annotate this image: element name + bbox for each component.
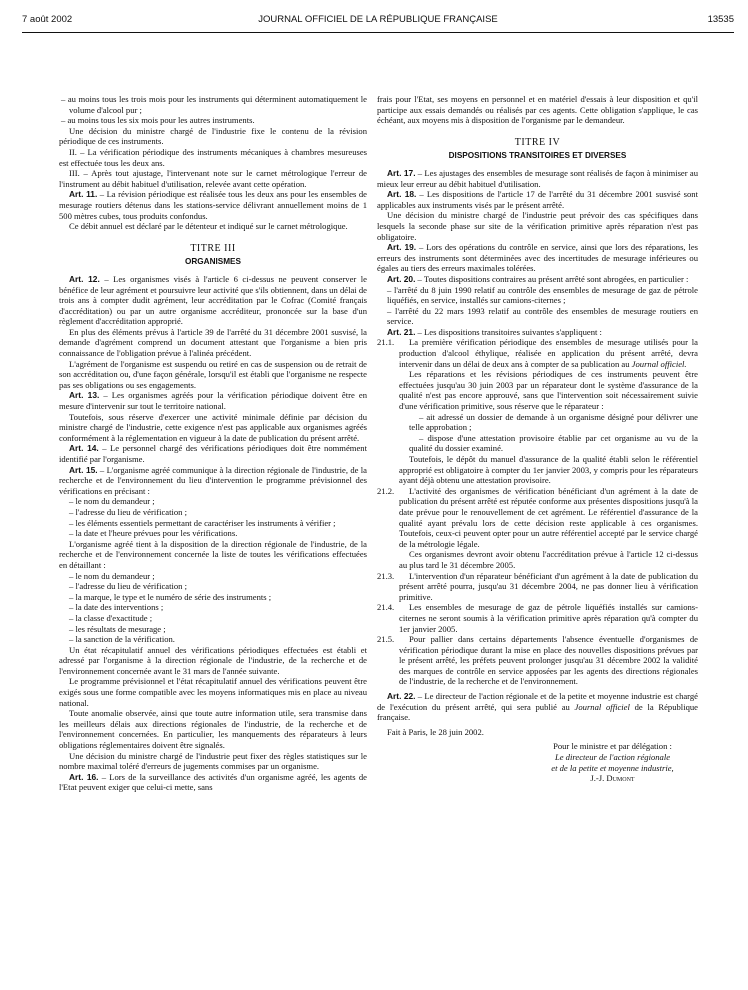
article-text: – La révision périodique est réalisée tous les deux ans pour les ensembles de mesurage routiers détenus dans les stations-service délivrant annuellement moins de 1 500 mètres cubes, tous produits confondus.: [59, 189, 367, 221]
article-14: [59, 443, 367, 464]
page-header: [22, 14, 734, 30]
article-text: de la République française.: [377, 701, 698, 723]
article-text: – Lors de la surveillance des activités d'un organisme agréé, les agents de l'Etat peuvent exiger que celui-ci mette, sans: [59, 771, 367, 793]
article-heading: Art. 18.: [387, 189, 417, 200]
journal-officiel-ref: Journal officiel.: [631, 358, 687, 369]
list-item: – au moins tous les six mois pour les autres instruments.: [61, 115, 255, 126]
signature-date: Fait à Paris, le 28 juin 2002.: [387, 726, 484, 737]
article-13: [59, 390, 367, 411]
list-item: – la classe d'exactitude ;: [69, 612, 153, 623]
article-heading: Art. 11.: [69, 189, 98, 200]
article-heading: Art. 13.: [69, 390, 100, 401]
paragraph: L'organisme agréé tient à la disposition de la direction régionale de l'industrie, de la recherche et de l'environnement concernée la liste de toutes les vérifications effectuées en détaillant :: [59, 538, 367, 570]
paragraph: L'activité des organismes de vérification bénéficiant d'un agrément à la date de publication du présent arrêté est réputée conforme aux présentes dispositions jusqu'à la date prévue pour le renouvellement de cet agrément. Le référentiel d'assurance de la qualité ayant prévalu lors de cette décision reste applicable à ces organismes. Toutefois, ceux-ci peuvent opter pour un autre référentiel accepté par le service chargé de la métrologie légale.: [399, 485, 698, 549]
article-22: [377, 691, 698, 723]
paragraph-text: La première vérification périodique des ensembles de mesurage utilisés pour la production d'alcool éthylique, réalisée en application du présent arrêté, devra intervenir dans un délai de deux ans à compter de sa publication au: [399, 337, 698, 369]
paragraph: Une décision du ministre chargé de l'industrie fixe le contenu de la révision périodique de ces instruments.: [59, 125, 367, 147]
left-column: [59, 94, 367, 793]
section-21-2: [377, 486, 698, 571]
signature-line: Pour le ministre et par délégation :: [553, 741, 672, 752]
header-date: 7 août 2002: [22, 14, 73, 25]
section-number: 21.5.: [377, 634, 395, 645]
article-text: – Le directeur de l'action régionale et de la petite et moyenne industrie est chargé de l'exécution du présent arrêté, qui sera publié au: [377, 691, 698, 712]
article-11: [59, 189, 367, 221]
article-16: [59, 772, 367, 793]
paragraph: frais pour l'Etat, ses moyens en personnel et en matériel d'essais à leur disposition et qu'il participe aux essais demandés ou réalisés par ces agents. Cette obligation s'applique, le cas échéant, aux moyens mis à disposition de l'organisme par le demandeur.: [377, 94, 698, 126]
article-15: [59, 465, 367, 497]
article-heading: Art. 22.: [387, 691, 416, 702]
section-21-1: [377, 337, 698, 485]
article-text: – Les organismes agréés pour la vérification périodique doivent être en mesure d'intervenir sur tout le territoire national.: [59, 390, 367, 412]
titre-iv-heading: TITRE IV: [514, 136, 561, 148]
signature-line: Le directeur de l'action régionale: [554, 752, 671, 763]
paragraph: [399, 337, 698, 369]
page-number: 13535: [707, 14, 734, 25]
section-21-4: [377, 602, 698, 634]
article-text: – Les dispositions de l'article 17 de l'arrêté du 31 décembre 2001 susvisé sont applicables aux instruments visés par le présent arrêté.: [377, 189, 698, 210]
article-20: [377, 274, 698, 285]
list-item: – l'adresse du lieu de vérification ;: [69, 506, 188, 517]
list-item: – la sanction de la vérification.: [69, 634, 175, 645]
article-heading: Art. 20.: [387, 273, 416, 284]
list-item: – les éléments essentiels permettant de caractériser les instruments à vérifier ;: [69, 517, 336, 528]
section-number: 21.3.: [377, 570, 395, 581]
list-item: – l'arrêté du 8 juin 1990 relatif au contrôle des ensembles de mesurage de gaz de pétrole liquéfiés, en service, installés sur camions-citernes ;: [387, 284, 698, 306]
section-number: 21.2.: [377, 485, 395, 496]
list-item: – les résultats de mesurage ;: [69, 623, 166, 634]
paragraph: Les ensembles de mesurage de gaz de pétrole liquéfiés installés sur camions-citernes ne seront soumis à la vérification primitive après réparation qu'à compter du 1er janvier 2005.: [399, 602, 698, 634]
section-21-3: [377, 571, 698, 603]
journal-officiel-ref: Journal officiel: [574, 701, 630, 712]
paragraph: Une décision du ministre chargé de l'industrie peut prévoir des cas spécifiques dans lesquels la seconde phase sur site de la vérification primitive après réparation n'est pas obligatoire.: [377, 210, 698, 242]
article-heading: Art. 19.: [387, 242, 417, 253]
article-12: [59, 274, 367, 327]
article-heading: Art. 17.: [387, 167, 416, 178]
list-item: – ait adressé un dossier de demande à un organisme désigné pour délivrer une telle approbation ;: [409, 411, 698, 433]
list-item: – dispose d'une attestation provisoire établie par cet organisme au vu de la qualité du dossier examiné.: [409, 432, 698, 454]
paragraph: Ces organismes devront avoir obtenu l'accréditation prévue à l'article 12 ci-dessus au plus tard le 31 décembre 2005.: [399, 549, 698, 570]
article-heading: Art. 15.: [69, 464, 98, 475]
article-heading: Art. 16.: [69, 771, 99, 782]
paragraph: L'intervention d'un réparateur bénéficiant d'un agrément à la date de publication du présent arrêté pourra, jusqu'au 31 décembre 2004, ne pas donner lieu à vérification primitive.: [399, 570, 698, 602]
list-item: – le nom du demandeur ;: [69, 496, 155, 507]
paragraph: En plus des éléments prévus à l'article 39 de l'arrêté du 31 décembre 2001 susvisé, la demande d'agrément comprend un document attestant que l'organisme a bien pris connaissance de l'obligation prévue à l'alinéa précédent.: [59, 326, 367, 359]
article-19: [377, 242, 698, 274]
article-text: – Les dispositions transitoires suivantes s'appliquent :: [415, 326, 602, 337]
list-item: – la marque, le type et le numéro de série des instruments ;: [69, 591, 272, 602]
signatory-name: J.-J. Dumont: [590, 773, 635, 784]
article-text: – Lors des opérations du contrôle en service, ainsi que lors des réparations, les erreurs des instruments sont déterminées avec des incertitudes de mesurage inférieures ou égales au tiers des erreurs maximales tolérées.: [377, 242, 698, 274]
article-heading: Art. 21.: [387, 326, 416, 337]
list-item: – la date et l'heure prévues pour les vérifications.: [69, 528, 238, 539]
paragraph: Le programme prévisionnel et l'état récapitulatif annuel des vérifications peuvent être exigés sous une forme compatible avec les moyens informatiques mis en place au niveau national.: [59, 676, 367, 708]
article-text: – Toutes dispositions contraires au présent arrêté sont abrogées, en particulier :: [415, 273, 689, 284]
article-text: – Les organismes visés à l'article 6 ci-dessus ne peuvent conserver le bénéfice de leur agrément et poursuivre leur activité que s'ils obtiennent, dans un délai de trois ans à compter dudit agrément, leur accréditation par le Cofrac (Comité français d'accréditation) ou par un autre organisme accréditeur, prononcée sur la base d'un règlement d'accréditation approprié.: [59, 273, 367, 327]
section-number: 21.1.: [377, 337, 395, 348]
article-21: [377, 327, 698, 338]
paragraph: Un état récapitulatif annuel des vérifications périodiques effectuées est établi et adressé par l'organisme à la direction régionale de l'industrie, de la recherche et de l'environnement concernée avant le 31 mars de l'année suivante.: [59, 644, 367, 676]
paragraph: Toutefois, sous réserve d'exercer une activité minimale définie par décision du ministre chargé de l'industrie, cette exigence n'est pas applicable aux organismes agréés conformément à la réglementation en vigueur à la date de publication du présent arrêté.: [59, 411, 367, 443]
section-21-5: [377, 634, 698, 687]
signature-line: et de la petite et moyenne industrie,: [551, 762, 674, 773]
list-item: – au moins tous les trois mois pour les instruments qui déterminent automatiquement le volume d'alcool pur ;: [61, 94, 367, 115]
article-17: [377, 168, 698, 189]
header-rule: [22, 32, 734, 33]
paragraph: Une décision du ministre chargé de l'industrie peut fixer des règles statistiques sur le nombre maximal toléré d'erreurs de jugements commises par un organisme.: [59, 750, 367, 772]
list-item: – l'adresse du lieu de vérification ;: [69, 581, 188, 592]
organismes-heading: ORGANISMES: [185, 257, 241, 267]
paragraph: Toute anomalie observée, ainsi que toute autre information utile, sera transmise dans les meilleurs délais aux directions régionales de l'industrie, de la recherche et de l'environnement concernées. En particulier, les manquements des réparateurs à leurs obligations réglementaires doivent être signalés.: [59, 708, 367, 751]
article-heading: Art. 14.: [69, 443, 99, 454]
paragraph: Pour pallier dans certains départements l'absence éventuelle d'organismes de vérification périodique durant la mise en place des nouvelles dispositions prévues par le présent arrêté, les préfets peuvent prolonger jusqu'au 31 décembre 2002 la validité des marques de contrôle en service apposées par les agents des directions régionales de l'industrie, de la recherche et de l'environnement.: [399, 634, 698, 687]
paragraph: III. – Après tout ajustage, l'intervenant note sur le carnet métrologique l'erreur de l'instrument au débit habituel d'utilisation, relevée avant cette opération.: [59, 168, 367, 189]
article-text: – L'organisme agréé communique à la direction régionale de l'industrie, de la recherche et de l'environnement du lieu d'intervention le programme prévisionnel des vérifications en précisant :: [59, 464, 367, 496]
article-text: – Les ajustages des ensembles de mesurage sont réalisés de façon à minimiser au mieux leur erreur au débit habituel d'utilisation.: [377, 167, 698, 189]
article-text: – Le personnel chargé des vérifications périodiques doit être nommément identifié par l'organisme.: [59, 443, 367, 464]
dispositions-heading: DISPOSITIONS TRANSITOIRES ET DIVERSES: [448, 151, 627, 161]
list-item: – le nom du demandeur ;: [69, 570, 155, 581]
article-18: [377, 189, 698, 210]
paragraph: Ce débit annuel est déclaré par le détenteur et indiqué sur le carnet métrologique.: [69, 221, 348, 232]
journal-title: JOURNAL OFFICIEL DE LA RÉPUBLIQUE FRANÇAISE: [258, 14, 498, 25]
article-heading: Art. 12.: [69, 273, 100, 284]
list-item: – la date des interventions ;: [69, 602, 164, 613]
titre-iii-heading: TITRE III: [190, 242, 236, 254]
right-column: [377, 94, 698, 784]
list-item: – l'arrêté du 22 mars 1993 relatif au contrôle des ensembles de mesurage routiers en service.: [387, 305, 698, 327]
paragraph: Les réparations et les révisions périodiques de ces instruments peuvent être effectuées jusqu'au 30 juin 2003 par un réparateur dont le système d'assurance de la qualité n'est pas encore approuvé, sans que l'intervention soit nécessairement suivie d'une vérification primitive, sous réserve que le réparateur :: [399, 369, 698, 412]
paragraph: Toutefois, le dépôt du manuel d'assurance de la qualité établi selon le référentiel approprié est obligatoire à compter du 1er janvier 2003, y compris pour les réparateurs ayant déjà obtenu une attestation provisoire.: [399, 454, 698, 486]
paragraph: L'agrément de l'organisme est suspendu ou retiré en cas de suspension ou de retrait de son accréditation ou, d'une façon générale, lorsqu'il est établi que l'organisme ne respecte pas ses obligations ou ses engagements.: [59, 358, 367, 390]
section-number: 21.4.: [377, 602, 395, 613]
paragraph: II. – La vérification périodique des instruments mécaniques à chambres mesureuses est effectuée tous les deux ans.: [59, 146, 367, 168]
